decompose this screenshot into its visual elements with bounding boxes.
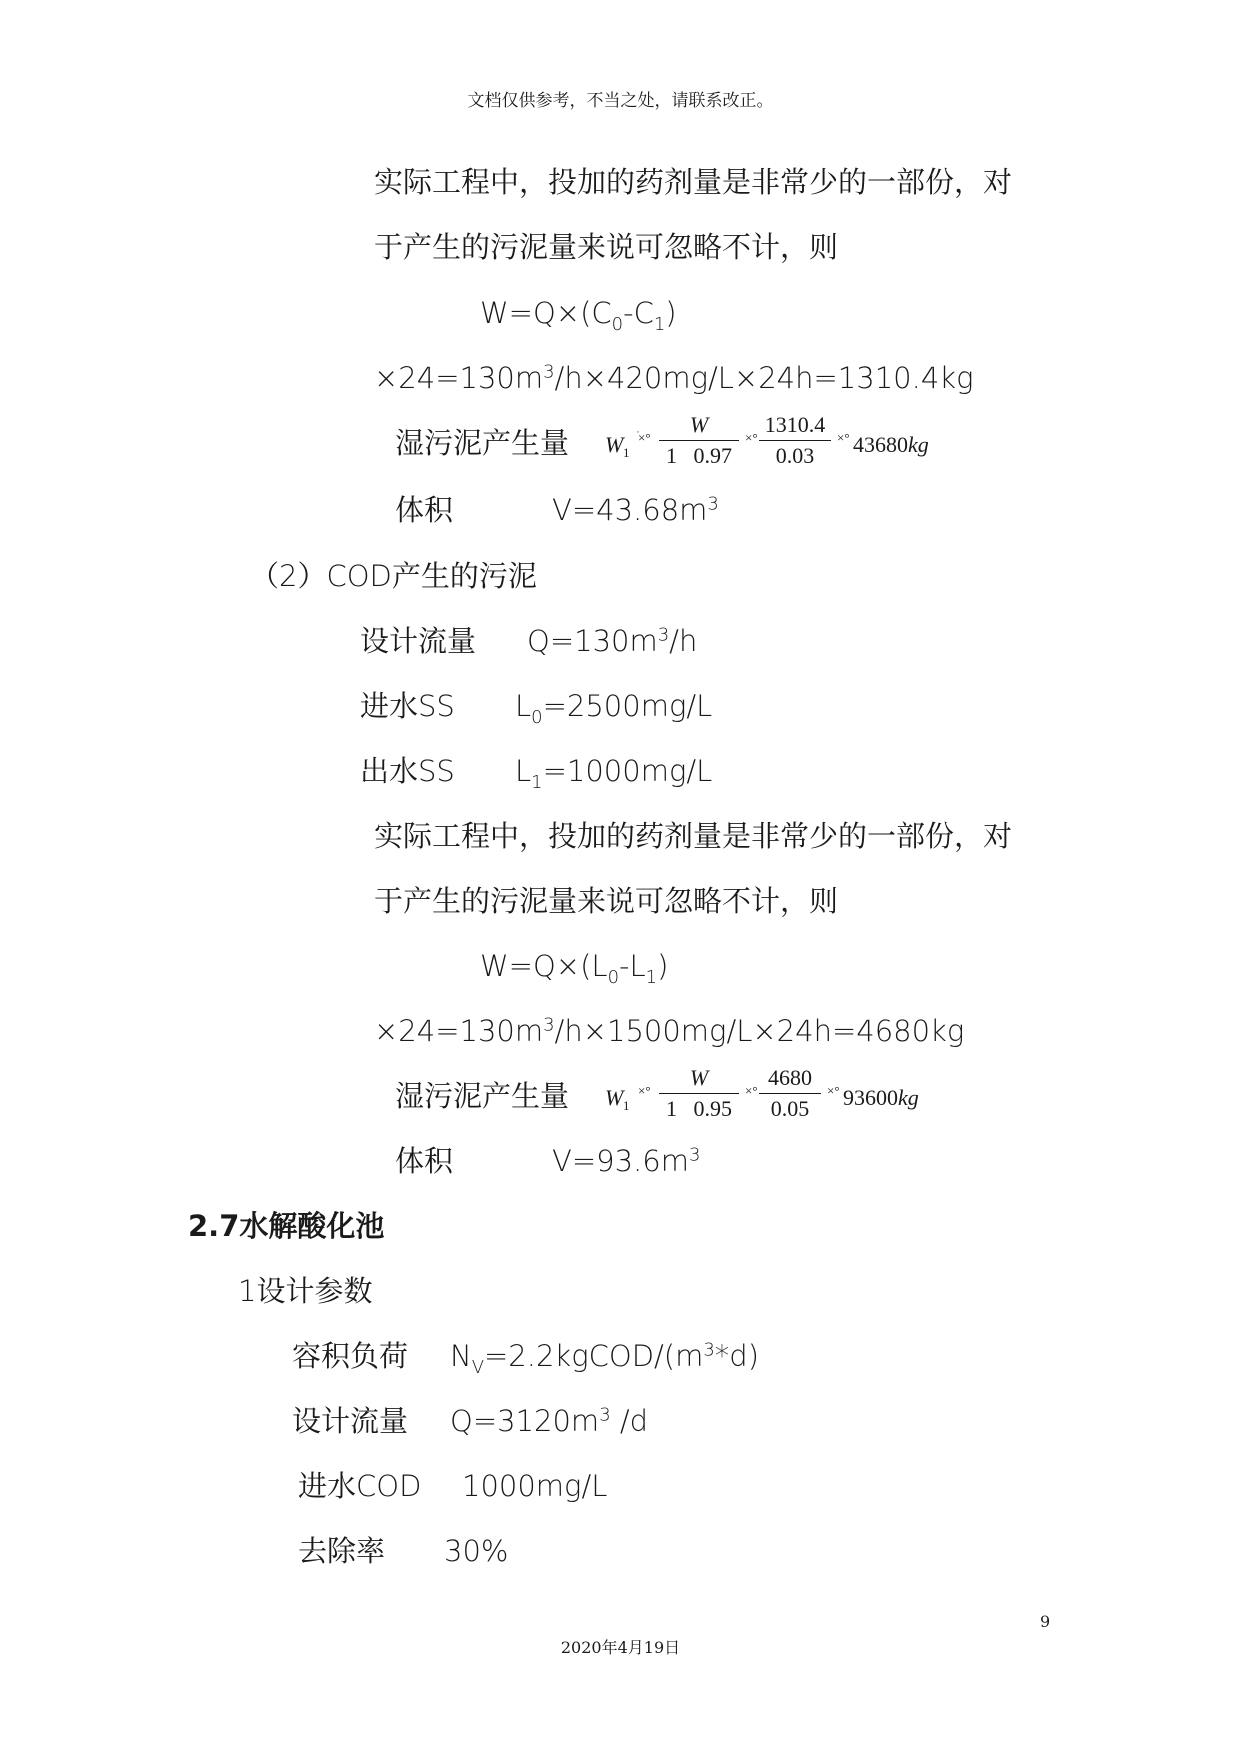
subsection-title: 1设计参数 [238, 1274, 373, 1308]
volume-label: 体积 [395, 493, 454, 527]
inlet-ss-value: $L_0=2500mg/L$ [515, 689, 713, 728]
volume-load-value: $N_V=2.2kgCOD/(m^3*d)$ [450, 1339, 760, 1378]
fraction-1: $\frac{W}{1 0.95}$ [659, 1065, 739, 1122]
paragraph-line: 实际工程中，投加的药剂量是非常少的一部份，对 [374, 165, 1013, 199]
paragraph-line: 于产生的污泥量来说可忽略不计，则 [374, 230, 839, 264]
formula-w: $W=Q\times(L_0-L_1)$ [480, 949, 669, 988]
outlet-ss-value: $L_1=1000mg/L$ [515, 754, 713, 793]
fraction-1: $\frac{W}{1 0.97}$ [659, 412, 739, 469]
volume-value: $V=93.6m^3$ [552, 1144, 701, 1178]
fraction-2: $\frac{4680}{0.05}$ [759, 1065, 821, 1122]
wet-sludge-label: 湿污泥产生量 [395, 426, 570, 460]
flow-label: 设计流量 [360, 624, 477, 658]
removal-rate-label: 去除率 [298, 1534, 386, 1568]
wet-sludge-label: 湿污泥产生量 [395, 1079, 570, 1113]
page-number: 9 [1040, 1612, 1051, 1631]
design-flow-value: $Q=3120m^3$ /d [450, 1404, 649, 1438]
volume-label: 体积 [395, 1144, 454, 1178]
calculation-line: $\times 24=130m^3/h\times 420mg/L\times 24h=1310.4kg$ [374, 361, 974, 395]
section-heading: 2.7水解酸化池 [188, 1209, 385, 1243]
removal-rate-value: 30% [444, 1534, 509, 1568]
fraction-2: $\frac{1310.4}{0.03}$ [759, 412, 831, 469]
design-flow-label: 设计流量 [292, 1404, 409, 1438]
page-footer-date: 2020年4月19日 [560, 1638, 681, 1657]
wet-sludge-formula: W 1 ×° $\frac{W}{1 0.95}$ ×° $\frac{4680}{0.05}$ ×° 93600kg [605, 1065, 919, 1121]
flow-value: $Q=130m^3/h$ [527, 624, 698, 658]
formula-w: $W=Q\times(C_0-C_1)$ [480, 296, 677, 335]
calculation-line: $\times 24=130m^3/h\times 1500mg/L\times 24h=4680kg$ [374, 1014, 965, 1048]
wet-sludge-formula: W 1 ×° $\frac{W}{1 0.97}$ ×° $\frac{1310.4}{0.03}$ ×° 43680kg [605, 412, 929, 468]
volume-load-label: 容积负荷 [292, 1339, 409, 1373]
inlet-ss-label: 进水SS [360, 689, 455, 723]
inlet-cod-value: 1000mg/L [462, 1469, 608, 1503]
outlet-ss-label: 出水SS [360, 754, 455, 788]
paragraph-line: 实际工程中，投加的药剂量是非常少的一部份，对 [374, 819, 1013, 853]
volume-value: $V=43.68m^3$ [552, 493, 719, 527]
inlet-cod-label: 进水COD [298, 1469, 422, 1503]
paragraph-line: 于产生的污泥量来说可忽略不计，则 [374, 884, 839, 918]
page-header: 文档仅供参考，不当之处，请联系改正。 [467, 91, 774, 111]
section-title: （2）COD产生的污泥 [250, 559, 537, 593]
